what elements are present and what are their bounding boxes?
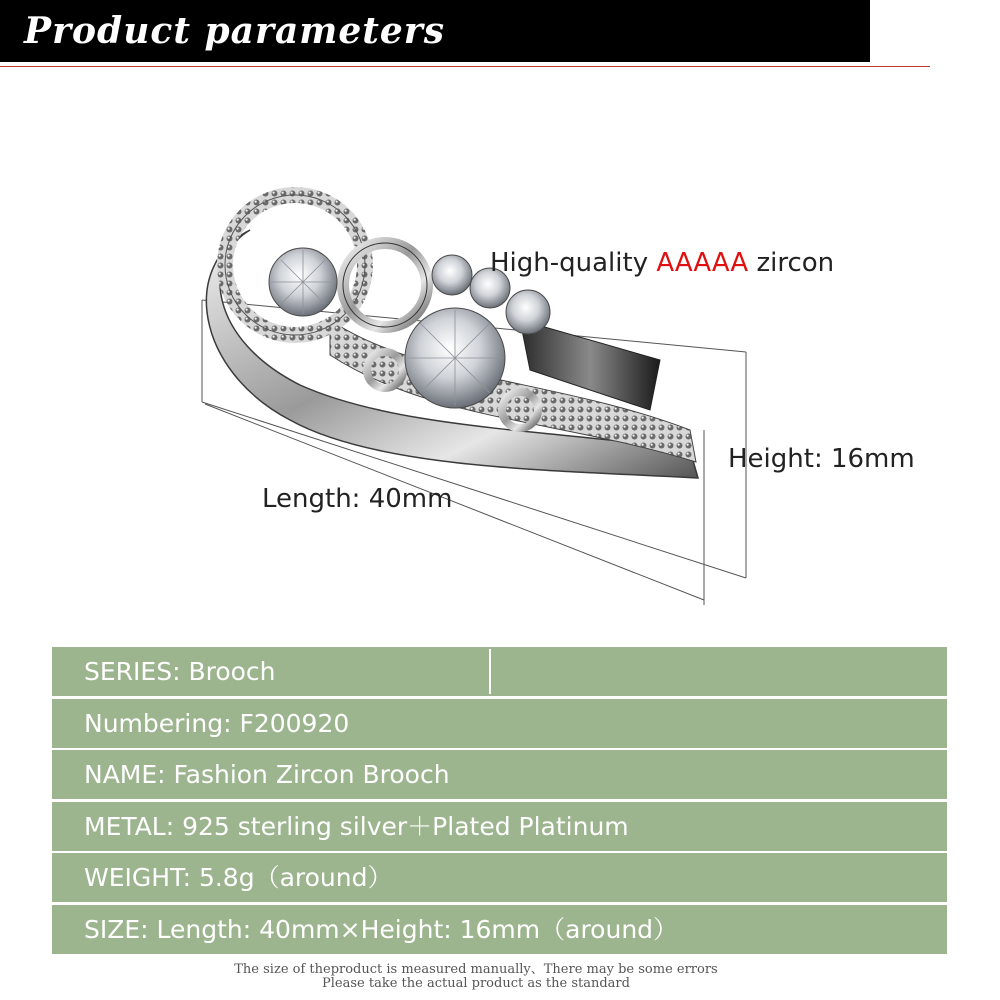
spec-row-metal	[52, 802, 947, 851]
disclaimer-line-1: The size of theproduct is measured manually、There may be some errors	[234, 962, 718, 977]
spec-row-size	[52, 905, 947, 954]
length-callout: Length: 40mm	[262, 484, 453, 514]
brooch-body	[206, 195, 698, 478]
height-callout: Height: 16mm	[728, 444, 915, 474]
spec-row-numbering	[52, 699, 947, 748]
spec-table	[52, 647, 947, 957]
spec-metal: METAL: 925 sterling silver＋Plated Platinum	[84, 811, 629, 841]
zircon-grade-label: AAAAA	[656, 248, 749, 278]
spec-row-weight	[52, 853, 947, 902]
spec-row-divider	[489, 649, 491, 694]
zircon-callout-prefix: High-quality	[490, 248, 657, 278]
spec-row-name	[52, 750, 947, 799]
spec-weight: WEIGHT: 5.8g（around）	[84, 863, 393, 893]
spec-size: SIZE: Length: 40mm×Height: 16mm（around）	[84, 914, 679, 944]
zircon-callout	[490, 248, 834, 278]
spec-name: NAME: Fashion Zircon Brooch	[84, 760, 450, 790]
zircon-callout-suffix: zircon	[748, 248, 835, 278]
page-title: Product parameters	[24, 10, 446, 52]
spec-row-series	[52, 647, 947, 696]
disclaimer-line-2: Please take the actual product as the standard	[322, 976, 630, 991]
spec-series: SERIES: Brooch	[84, 657, 276, 686]
spec-numbering: Numbering: F200920	[84, 708, 350, 738]
